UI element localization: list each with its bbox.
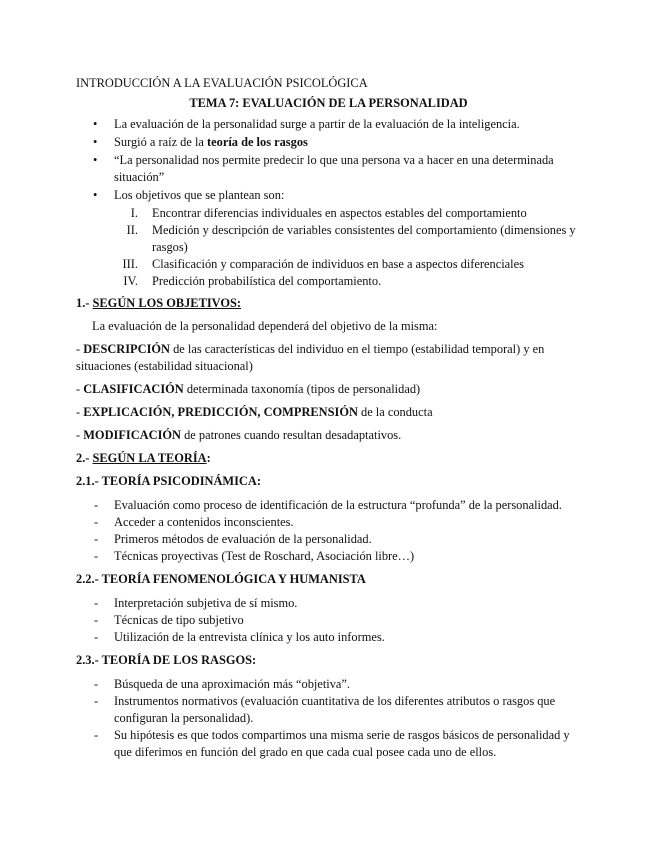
term-description: de la conducta bbox=[357, 405, 433, 419]
document-page bbox=[76, 75, 581, 765]
list-item-text: Acceder a contenidos inconscientes. bbox=[114, 515, 294, 529]
dash-prefix: - bbox=[76, 428, 84, 442]
list-item-text: Primeros métodos de evaluación de la personalidad. bbox=[114, 532, 372, 546]
list-item-text: Evaluación como proceso de identificación de la estructura “profunda” de la personalidad. bbox=[114, 498, 562, 512]
roman-numeral: I. bbox=[130, 206, 138, 220]
bold-term: DESCRIPCIÓN bbox=[83, 342, 170, 356]
list-item bbox=[76, 256, 581, 273]
subsection-heading-traits: 2.3.- TEORÍA DE LOS RASGOS: bbox=[76, 653, 257, 667]
list-item-text: Instrumentos normativos (evaluación cuantitativa de los diferentes atributos o rasgos que configuran la personalidad). bbox=[114, 694, 556, 725]
list-item bbox=[76, 676, 581, 693]
dash-prefix: - bbox=[76, 405, 84, 419]
list-item bbox=[76, 222, 581, 256]
dash-marker: - bbox=[94, 630, 99, 644]
bold-term: EXPLICACIÓN, PREDICCIÓN, COMPRENSIÓN bbox=[83, 405, 358, 419]
term-description: de patrones cuando resultan desadaptativos. bbox=[180, 428, 402, 442]
objective-text: Predicción probabilística del comportamiento. bbox=[152, 274, 382, 288]
course-header: INTRODUCCIÓN A LA EVALUACIÓN PSICOLÓGICA bbox=[76, 76, 368, 90]
section-heading-objectives bbox=[76, 295, 581, 312]
bullet-text: La evaluación de la personalidad surge a partir de la evaluación de la inteligencia. bbox=[114, 117, 520, 131]
section-number: 2.- bbox=[76, 451, 93, 465]
list-item bbox=[76, 273, 581, 290]
section-heading-text: SEGÚN LOS OBJETIVOS: bbox=[92, 296, 242, 310]
list-item bbox=[76, 187, 581, 204]
list-item bbox=[76, 693, 581, 727]
bold-term: CLASIFICACIÓN bbox=[83, 382, 184, 396]
objective-classification bbox=[76, 381, 581, 398]
dash-marker: - bbox=[94, 728, 99, 742]
dash-marker: - bbox=[94, 694, 99, 708]
dash-prefix: - bbox=[76, 382, 84, 396]
objective-modification bbox=[76, 427, 581, 444]
list-item bbox=[76, 116, 581, 133]
dash-marker: - bbox=[94, 613, 99, 627]
subsection-heading-psychodynamic: 2.1.- TEORÍA PSICODINÁMICA: bbox=[76, 474, 261, 488]
objectives-list bbox=[76, 205, 581, 290]
objective-text: Encontrar diferencias individuales en aspectos estables del comportamiento bbox=[152, 206, 527, 220]
list-item-text: Su hipótesis es que todos compartimos una misma serie de rasgos básicos de personalidad y que diferimos en función del grado en que cada cual posee cada uno de ellos. bbox=[114, 728, 570, 759]
psychodynamic-list bbox=[76, 497, 581, 565]
bullet-text: Surgió a raíz de la bbox=[114, 135, 208, 149]
dash-marker: - bbox=[94, 677, 99, 691]
section-heading-theory bbox=[76, 450, 581, 467]
dash-marker: - bbox=[94, 515, 99, 529]
intro-bullet-list bbox=[76, 116, 581, 204]
term-description: determinada taxonomía (tipos de personalidad) bbox=[183, 382, 421, 396]
list-item-text: Técnicas de tipo subjetivo bbox=[114, 613, 244, 627]
dash-marker: - bbox=[94, 549, 99, 563]
list-item-text: Búsqueda de una aproximación más “objetiva”. bbox=[114, 677, 351, 691]
objective-explanation bbox=[76, 404, 581, 421]
list-item bbox=[76, 514, 581, 531]
term-description: de las características del individuo en el tiempo (estabilidad temporal) y en situaciones (estabilidad situacional) bbox=[76, 342, 545, 373]
list-item bbox=[76, 595, 581, 612]
roman-numeral: III. bbox=[122, 257, 138, 271]
dash-marker: - bbox=[94, 498, 99, 512]
section-heading-text: SEGÚN LA TEORÍA bbox=[92, 451, 207, 465]
list-item-text: Interpretación subjetiva de sí mismo. bbox=[114, 596, 298, 610]
document-title: TEMA 7: EVALUACIÓN DE LA PERSONALIDAD bbox=[189, 96, 468, 110]
list-item bbox=[76, 497, 581, 514]
bullet-icon: • bbox=[93, 153, 98, 167]
bullet-text: “La personalidad nos permite predecir lo que una persona va a hacer en una determinada situación” bbox=[114, 153, 554, 184]
bullet-bold-text: teoría de los rasgos bbox=[207, 135, 308, 149]
list-item bbox=[76, 548, 581, 565]
dash-prefix: - bbox=[76, 342, 84, 356]
objective-description bbox=[76, 341, 581, 375]
roman-numeral: IV. bbox=[123, 274, 138, 288]
section-number: 1.- bbox=[76, 296, 93, 310]
subsection-heading-phenomenological: 2.2.- TEORÍA FENOMENOLÓGICA Y HUMANISTA bbox=[76, 572, 366, 586]
list-item bbox=[76, 612, 581, 629]
bullet-icon: • bbox=[93, 117, 98, 131]
list-item-text: Utilización de la entrevista clínica y los auto informes. bbox=[114, 630, 385, 644]
objective-text: Clasificación y comparación de individuos en base a aspectos diferenciales bbox=[152, 257, 524, 271]
roman-numeral: II. bbox=[126, 223, 138, 237]
dash-marker: - bbox=[94, 596, 99, 610]
section-intro: La evaluación de la personalidad dependerá del objetivo de la misma: bbox=[92, 319, 438, 333]
list-item bbox=[76, 629, 581, 646]
list-item bbox=[76, 727, 581, 761]
bullet-icon: • bbox=[93, 135, 98, 149]
heading-colon: : bbox=[206, 451, 211, 465]
bullet-text: Los objetivos que se plantean son: bbox=[114, 188, 285, 202]
phenomenological-list bbox=[76, 595, 581, 646]
list-item bbox=[76, 531, 581, 548]
list-item bbox=[76, 152, 581, 186]
list-item bbox=[76, 205, 581, 222]
bullet-icon: • bbox=[93, 188, 98, 202]
list-item-text: Técnicas proyectivas (Test de Roschard, Asociación libre…) bbox=[114, 549, 415, 563]
dash-marker: - bbox=[94, 532, 99, 546]
objective-text: Medición y descripción de variables consistentes del comportamiento (dimensiones y rasgos) bbox=[152, 223, 576, 254]
list-item bbox=[76, 134, 581, 151]
bold-term: MODIFICACIÓN bbox=[83, 428, 181, 442]
traits-list bbox=[76, 676, 581, 761]
